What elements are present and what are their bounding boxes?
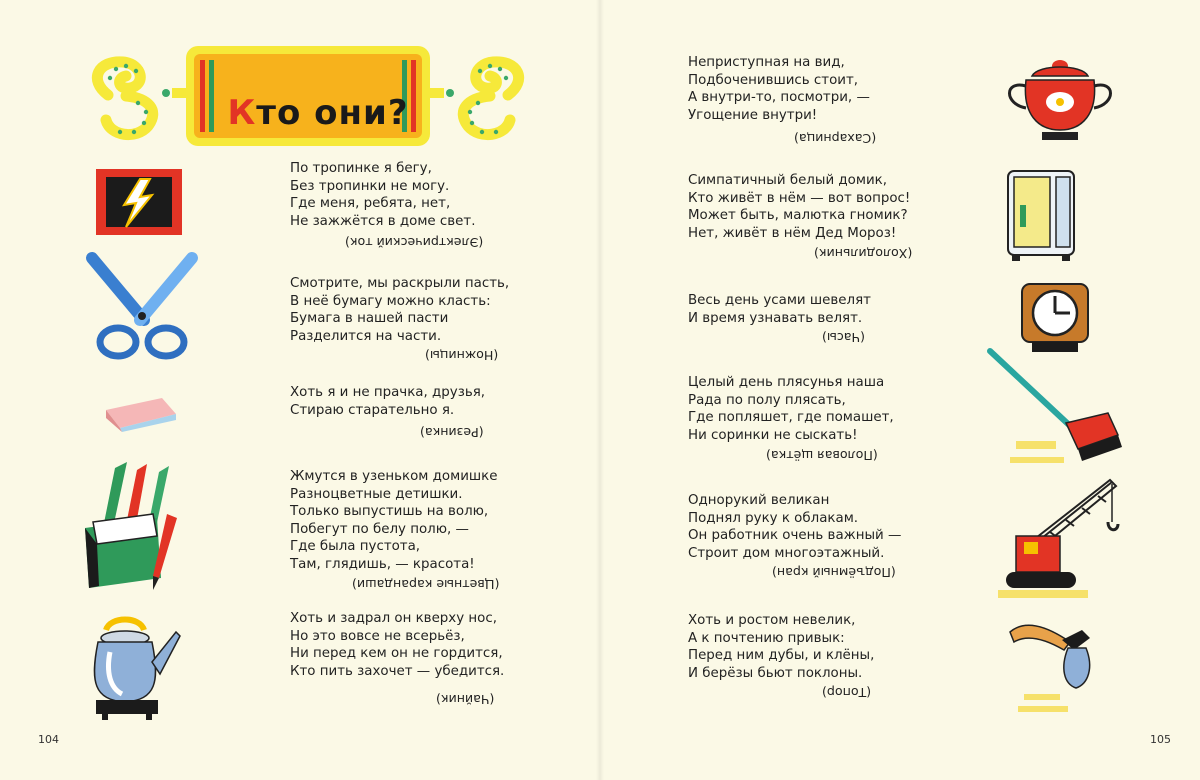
riddle-3-text: Хоть я и не прачка, друзья, Стираю старательно я. <box>290 385 486 418</box>
riddle-5-answer: (Чайник) <box>436 692 495 707</box>
page-title <box>203 93 433 133</box>
riddle-6-text: Неприступная на вид, Подбоченившись стоит, А внутри-то, посмотри, — Угощение внутри! <box>688 55 870 123</box>
riddle-1-answer: (Электрический ток) <box>345 235 484 250</box>
crane-icon <box>998 472 1138 612</box>
broom-icon <box>986 345 1126 480</box>
lightning-icon <box>92 165 187 240</box>
riddle-2-text: Смотрите, мы раскрыли пасть, В неё бумагу можно класть: Бумага в нашей пасти Разделится на части. <box>290 276 510 344</box>
riddle-9-text: Целый день плясунья наша Рада по полу плясать, Где попляшет, где помашет, Ни соринки не сыскать! <box>688 375 894 443</box>
sugar-bowl-icon <box>998 52 1123 147</box>
riddle-4-answer: (Цветные карандаши) <box>352 577 500 592</box>
page-number-right: 105 <box>1150 733 1171 746</box>
riddle-10-text: Однорукий великан Поднял руку к облакам. Он работник очень важный — Строит дом многоэтажный. <box>688 493 902 561</box>
eraser-icon <box>100 392 180 434</box>
fridge-icon <box>1000 165 1085 265</box>
title-first-letter: К <box>227 93 257 133</box>
title-banner <box>88 40 528 150</box>
riddle-8-text: Весь день усами шевелят И время узнавать велят. <box>688 293 871 326</box>
riddle-8-answer: (Часы) <box>822 330 866 345</box>
page-number-left: 104 <box>38 733 59 746</box>
riddle-10-answer: (Подъёмный кран) <box>772 565 896 580</box>
pencils-icon <box>75 458 190 593</box>
riddle-1-text: По тропинке я бегу, Без тропинки не могу. Где меня, ребята, нет, Не зажжётся в доме свет. <box>290 161 476 229</box>
scissors-icon <box>82 250 202 365</box>
riddle-3-answer: (Резинка) <box>420 425 484 440</box>
riddle-2-answer: (Ножницы) <box>425 348 499 363</box>
right-page <box>600 0 1200 780</box>
riddle-11-text: Хоть и ростом невелик, А к почтению привык: Перед ним дубы, и клёны, И берёзы бьют поклоны. <box>688 613 875 681</box>
riddle-4-text: Жмутся в узеньком домишке Разноцветные детишки. Только выпустишь на волю, Побегут по белу полю, — Где была пустота, Там, глядишь, — красота! <box>290 469 498 572</box>
kettle-icon <box>80 612 185 722</box>
riddle-9-answer: (Половая щётка) <box>766 448 878 463</box>
riddle-5-text: Хоть и задрал он кверху нос, Но это вовсе не всерьёз, Ни перед кем он не гордится, Кто пить захочет — убедится. <box>290 611 505 679</box>
riddle-7-text: Симпатичный белый домик, Кто живёт в нём — вот вопрос! Может быть, малютка гномик? Нет, живёт в нём Дед Мороз! <box>688 173 911 241</box>
riddle-6-answer: (Сахарница) <box>794 131 877 146</box>
title-rest: то они? <box>256 93 409 133</box>
riddle-11-answer: (Топор) <box>822 685 872 700</box>
riddle-7-answer: (Холодильник) <box>814 246 913 261</box>
axe-icon <box>1004 618 1114 718</box>
